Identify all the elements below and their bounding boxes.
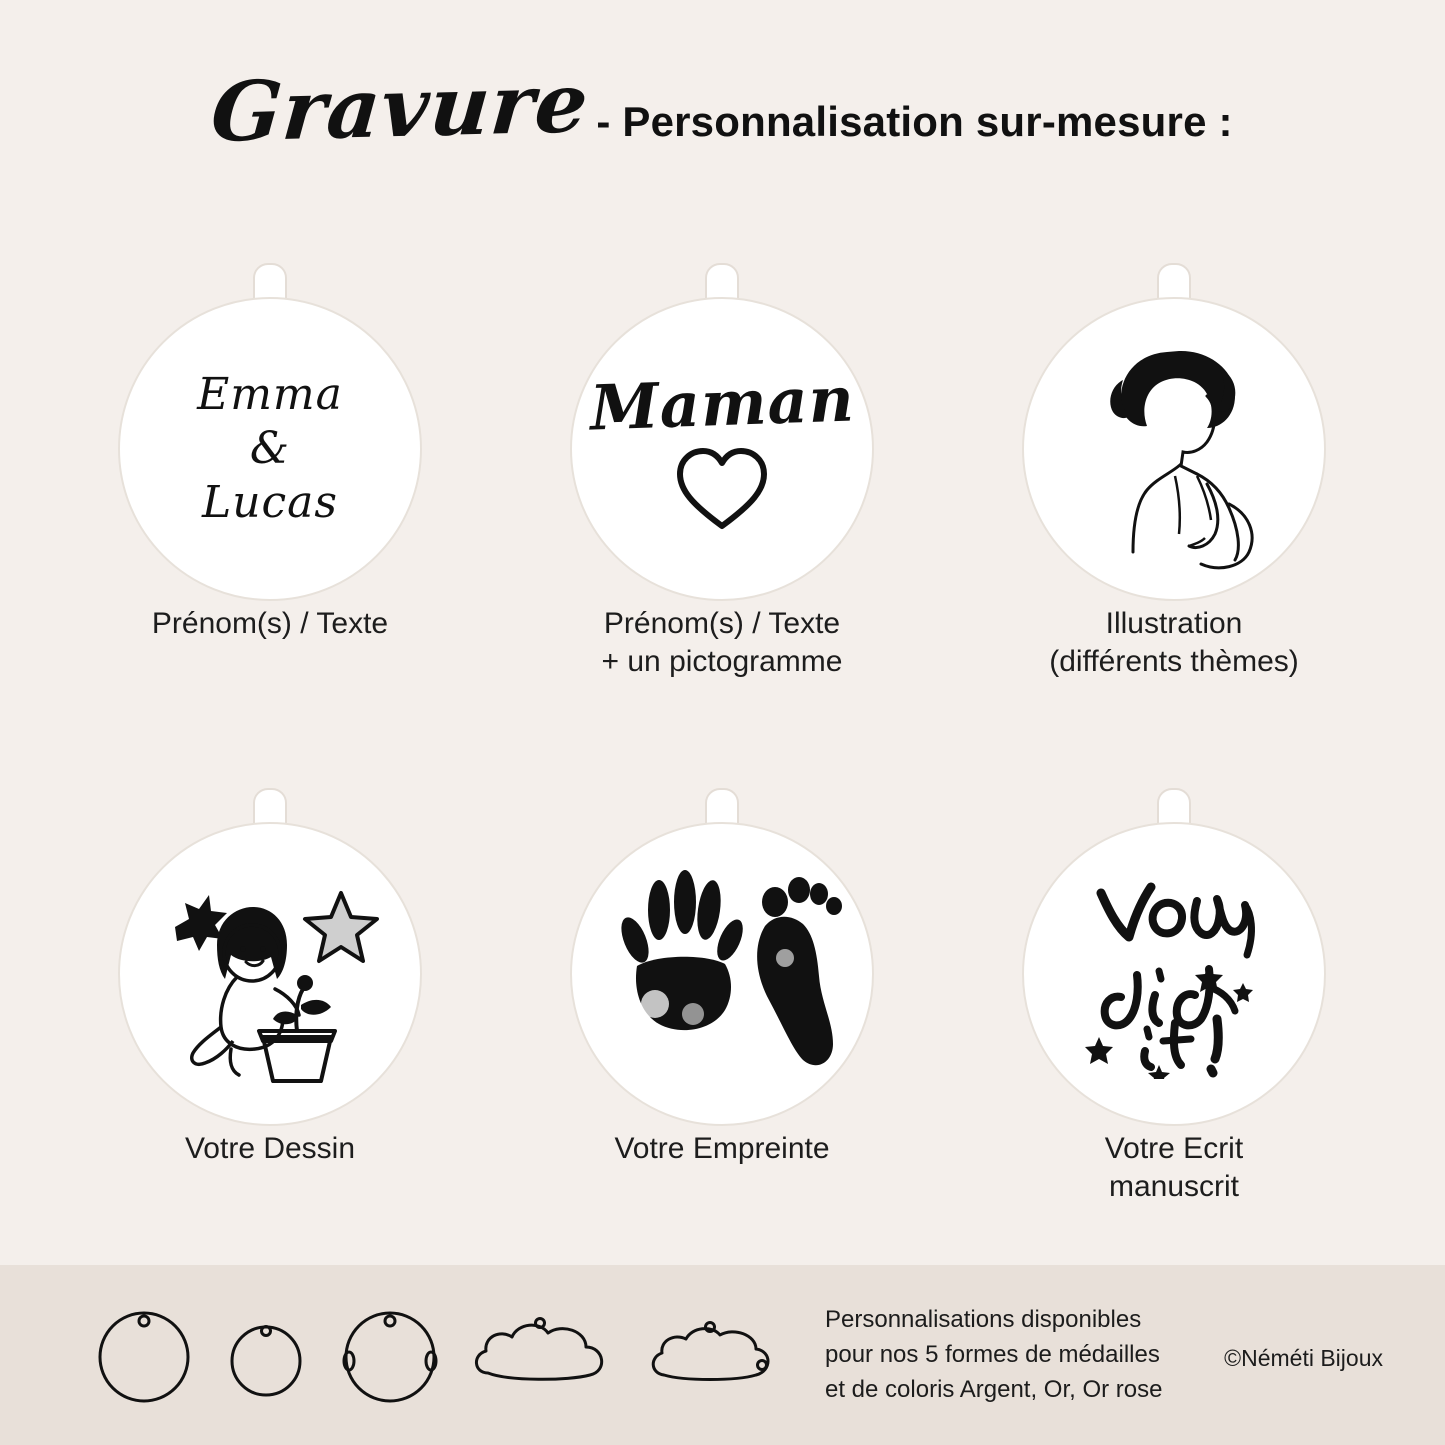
shape-options-row (90, 1299, 790, 1412)
handwriting-you-did-it-icon (1059, 869, 1289, 1079)
medal-card-prenoms-texte[interactable] (60, 235, 480, 643)
medal-caption-line-1: Illustration (1105, 607, 1243, 640)
engraved-line-3: Lucas (201, 476, 338, 528)
shape-cloud-wide-icon[interactable] (468, 1299, 618, 1412)
medal-graphic (60, 760, 480, 1120)
medal-graphic (964, 235, 1384, 595)
medal-caption (512, 1130, 932, 1168)
medal-card-votre-dessin[interactable] (60, 760, 480, 1168)
medal-caption-line-1: Prénom(s) / Texte (151, 607, 389, 640)
engraved-line-1: Emma (197, 369, 343, 421)
page-title-subtitle: - Personnalisation sur-mesure : (596, 97, 1233, 145)
handprint-footprint-icon (597, 854, 847, 1094)
shape-round-large-icon[interactable] (90, 1299, 198, 1412)
pregnant-woman-icon (1049, 324, 1299, 574)
medal-caption (964, 605, 1384, 682)
child-drawing-icon (145, 849, 395, 1099)
medal-grid (0, 215, 1445, 1265)
medal-disc-icon (570, 297, 874, 601)
shape-round-double-loop-icon[interactable] (334, 1299, 446, 1412)
medal-caption-line-1: Votre Ecrit (1104, 1132, 1244, 1165)
medal-card-votre-ecrit[interactable] (964, 760, 1384, 1207)
medal-caption-line-2: manuscrit (1108, 1170, 1240, 1204)
heart-icon (674, 446, 770, 532)
medal-caption-line-2: (différents thèmes) (1049, 645, 1299, 679)
footer-note (825, 1303, 1162, 1407)
medal-caption-line-1: Votre Dessin (184, 1132, 356, 1165)
page-title (208, 54, 1233, 161)
medal-caption (60, 605, 480, 643)
page-header (0, 0, 1445, 215)
shape-round-small-icon[interactable] (220, 1299, 312, 1412)
brand-credit: ©Néméti Bijoux (1224, 1345, 1383, 1371)
footer-note-line-2: pour nos 5 formes de médailles (825, 1340, 1160, 1368)
medal-card-illustration[interactable] (964, 235, 1384, 682)
shape-cloud-small-icon[interactable] (640, 1299, 790, 1412)
medal-graphic (512, 760, 932, 1120)
medal-caption (512, 605, 932, 682)
medal-disc-icon (118, 297, 422, 601)
engraved-content (588, 361, 856, 532)
medal-disc-icon (570, 822, 874, 1126)
medal-caption (60, 1130, 480, 1168)
medal-caption-line-1: Votre Empreinte (614, 1132, 830, 1165)
page-title-script: Gravure (208, 54, 593, 161)
engraved-line-2: & (249, 423, 291, 475)
medal-disc-icon (1022, 297, 1326, 601)
medal-disc-icon (1022, 822, 1326, 1126)
footer-note-line-3: et de coloris Argent, Or, Or rose (825, 1375, 1163, 1403)
footer-band (0, 1265, 1445, 1445)
medal-caption-line-1: Prénom(s) / Texte (603, 607, 841, 640)
footer-note-line-1: Personnalisations disponibles (825, 1306, 1142, 1333)
medal-caption-line-2: + un pictogramme (601, 645, 843, 679)
engraved-text-block (197, 368, 343, 529)
medal-graphic (60, 235, 480, 595)
medal-caption (964, 1130, 1384, 1207)
medal-card-prenoms-pictogramme[interactable] (512, 235, 932, 682)
medal-card-votre-empreinte[interactable] (512, 760, 932, 1168)
medal-graphic (512, 235, 932, 595)
medal-graphic (964, 760, 1384, 1120)
medal-disc-icon (118, 822, 422, 1126)
engraved-text: Maman (588, 361, 856, 445)
